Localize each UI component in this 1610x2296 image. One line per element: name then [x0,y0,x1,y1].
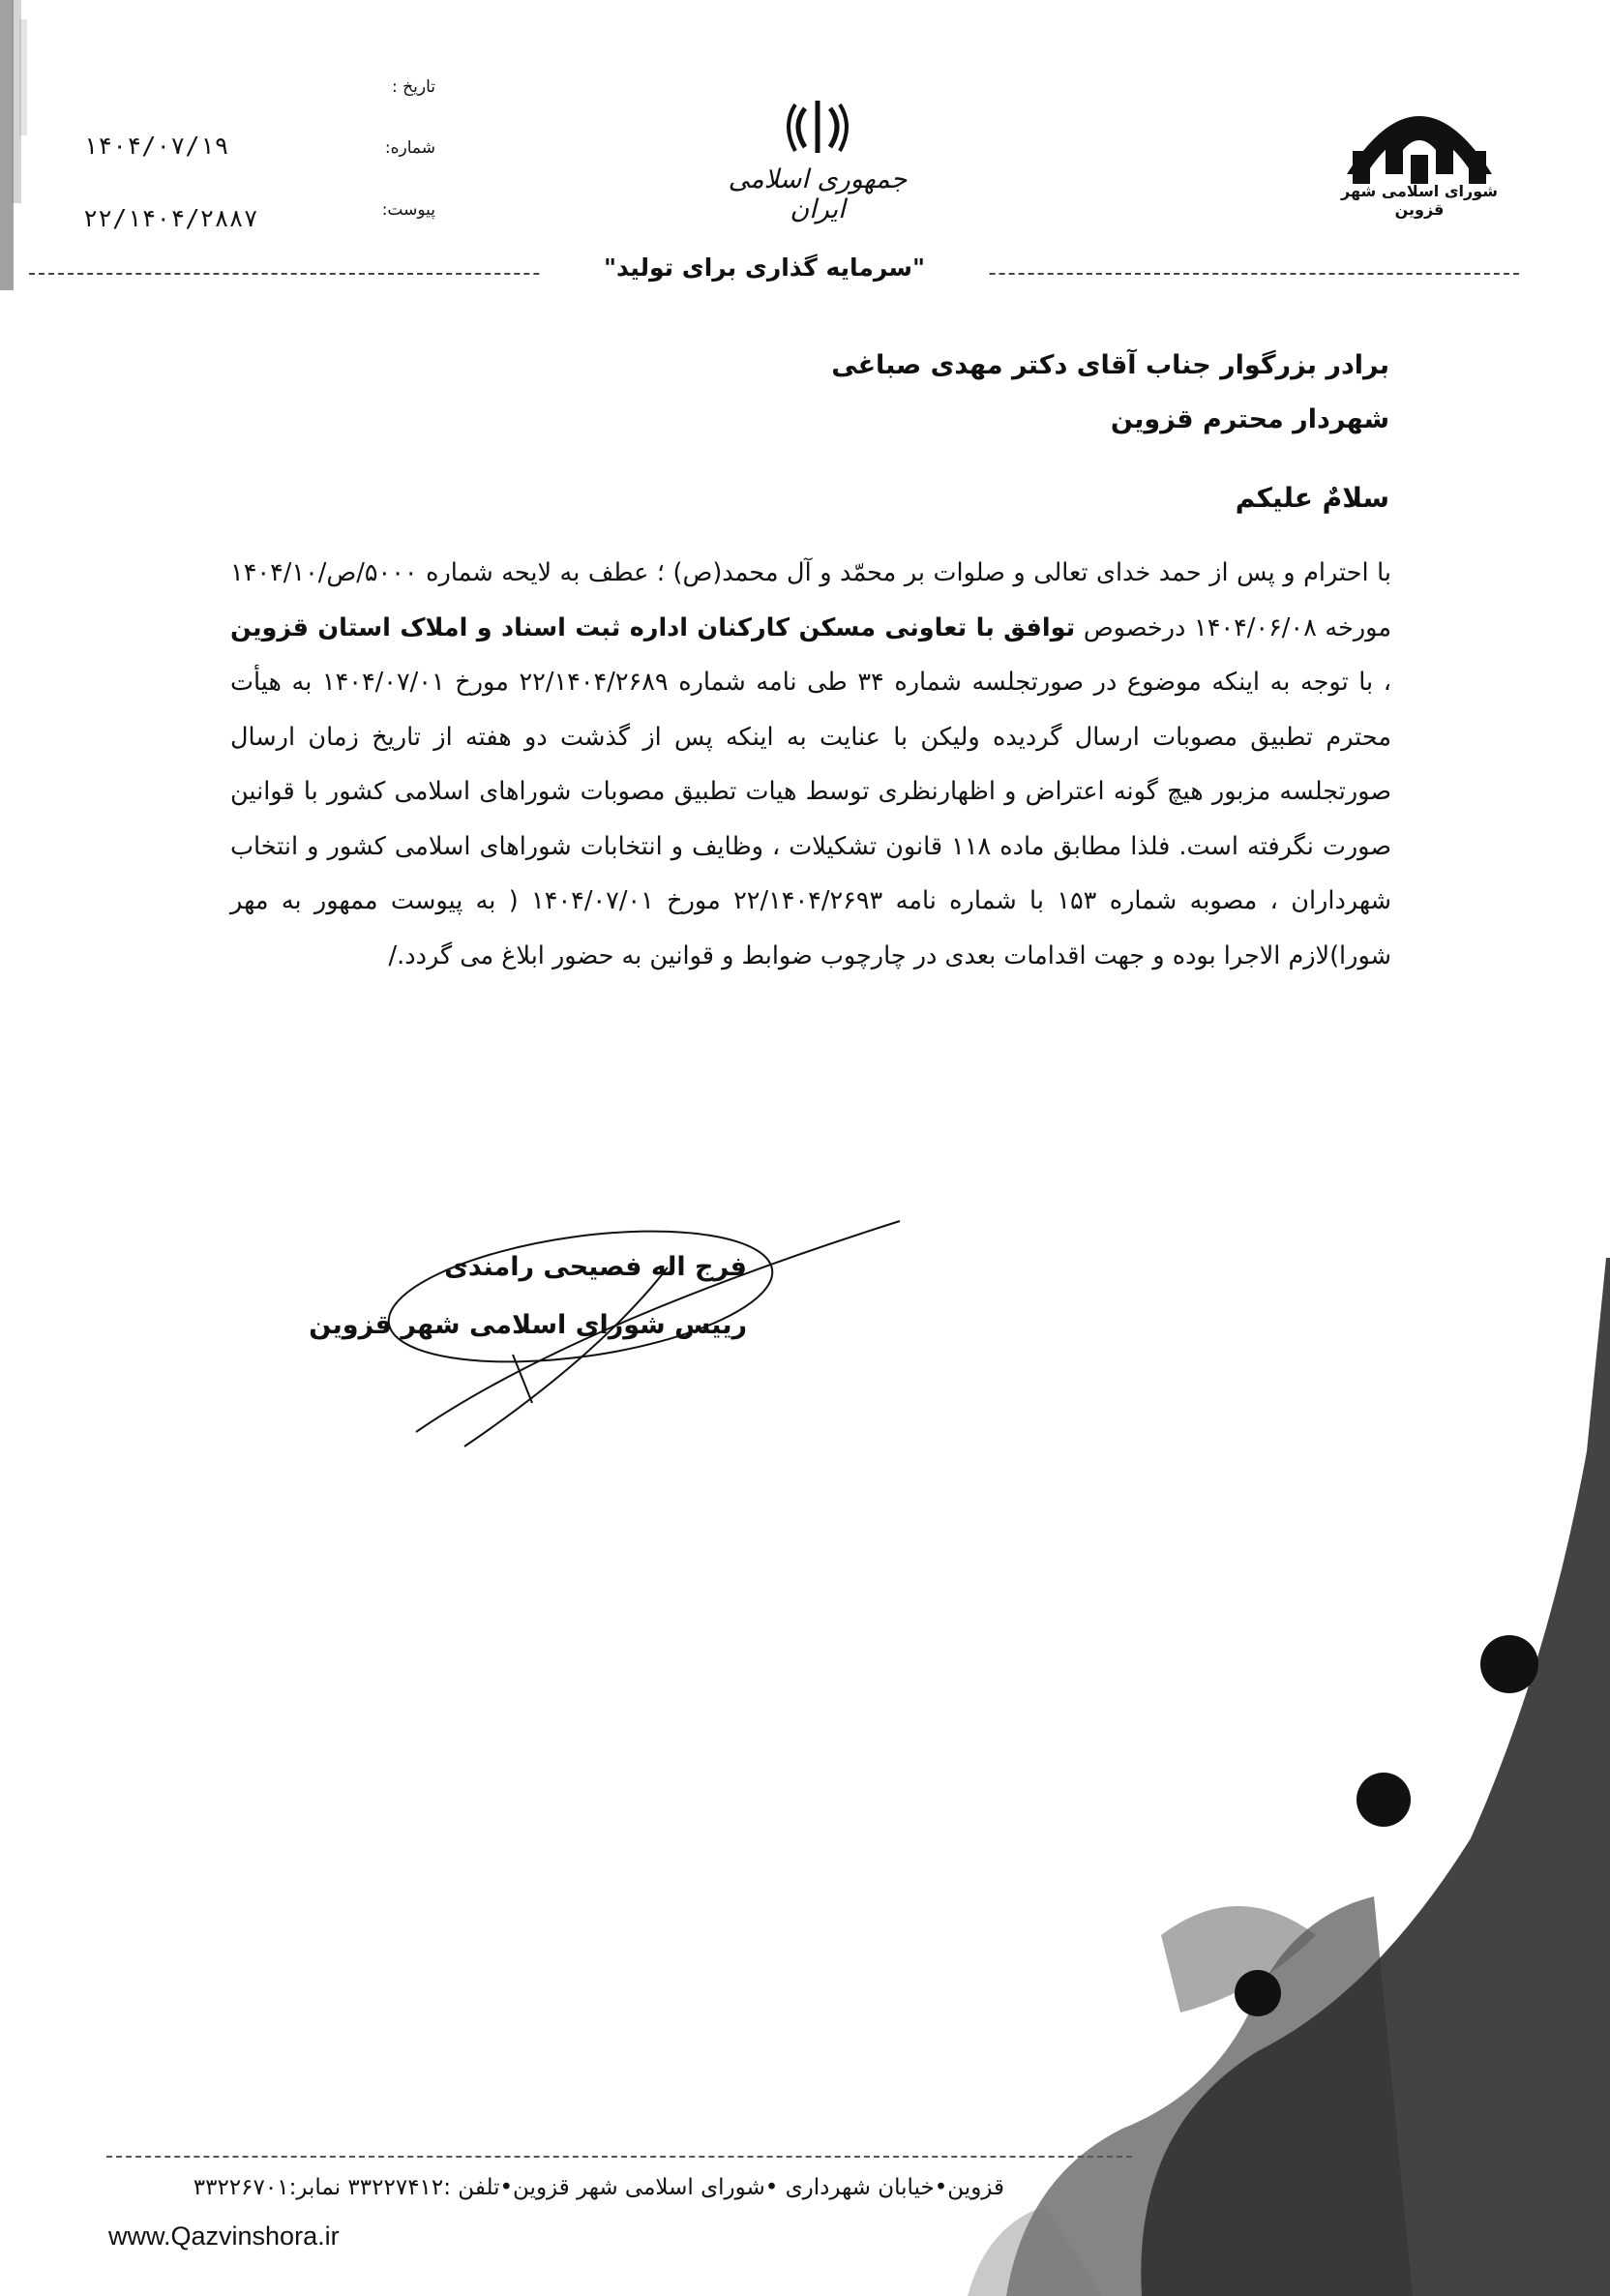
signer-name: فرج اله فصیحی رامندی [444,1252,747,1282]
iran-emblem-icon [784,97,851,157]
greeting: سلامٌ علیکم [1235,482,1389,514]
footer-divider [106,2156,1132,2158]
body-part-2: ، با توجه به اینکه موضوع در صورتجلسه شماره ۳۴ طی نامه شماره ۲۲/۱۴۰۴/۲۶۸۹ مورخ ۱۴۰۴/۰۷/۰۱ به هیأت محترم تطبیق مصوبات ارسال گردیده ولیکن با عنایت به اینکه پس از گذشت دو هفته از تاریخ زمان ارسال صورتجلسه مزبور هیچ گونه اعتراض و اظهارنظری توسط هیات تطبیق مصوبات شوراهای اسلامی کشور با قوانین صورت نگرفته است. فلذا مطابق ماده ۱۱۸ قانون تشکیلات ، وظایف و انتخابات شوراهای اسلامی کشور و انتخاب شهرداران ، مصوبه شماره ۱۵۳ با شماره نامه ۲۲/۱۴۰۴/۲۶۹۳ مورخ ۱۴۰۴/۰۷/۰۱ ( به پیوست ممهور به مهر شورا)لازم الاجرا بوده و جهت اقدامات بعدی در چارچوب ضوابط و قوانین به حضور ابلاغ می گردد./ [230,668,1392,970]
signer-title: رییس شورای اسلامی شهر قزوین [309,1310,747,1340]
scan-edge-noise [0,0,39,290]
footer-website-link[interactable]: www.Qazvinshora.ir [108,2221,340,2251]
date-value: ۱۴۰۴/۰۷/۱۹ [83,132,229,160]
slogan: "سرمایه گذاری برای تولید" [542,253,987,282]
number-label: شماره: [384,138,435,158]
attachment-label: پیوست: [381,200,435,220]
body-bold-subject: توافق با تعاونی مسکن کارکنان اداره ثبت اسناد و املاک استان قزوین [230,612,1076,642]
body-part-1: با احترام و پس از حمد خدای تعالی و صلوات بر محمّد و آل محمد(ص) ؛ عطف به لایحه شماره ۵۰۰۰/ص/۱۴۰۴/۱۰ مورخه ۱۴۰۴/۰۶/۰۸ درخصوص [230,558,1392,642]
republic-caption: جمهوری اسلامی ایران [728,164,908,224]
addressee-line-1: برادر بزرگوار جناب آقای دکتر مهدی صباغی [831,350,1389,380]
council-caption: شورای اسلامی شهر قزوین [1341,182,1498,219]
background-watermark-image [968,1258,1610,2296]
handwritten-signature-icon [377,1209,919,1451]
addressee-line-2: شهردار محترم قزوین [1110,404,1389,434]
letter-body [230,546,1391,983]
date-label: تاریخ : [392,77,435,97]
footer-address: قزوین•خیابان شهرداری •شورای اسلامی شهر قزوین•تلفن :۳۳۲۲۷۴۱۲ نمابر:۳۳۲۲۶۷۰۱ [193,2175,1004,2200]
letter-number-value: ۲۲/۱۴۰۴/۲۸۸۷ [83,204,258,232]
